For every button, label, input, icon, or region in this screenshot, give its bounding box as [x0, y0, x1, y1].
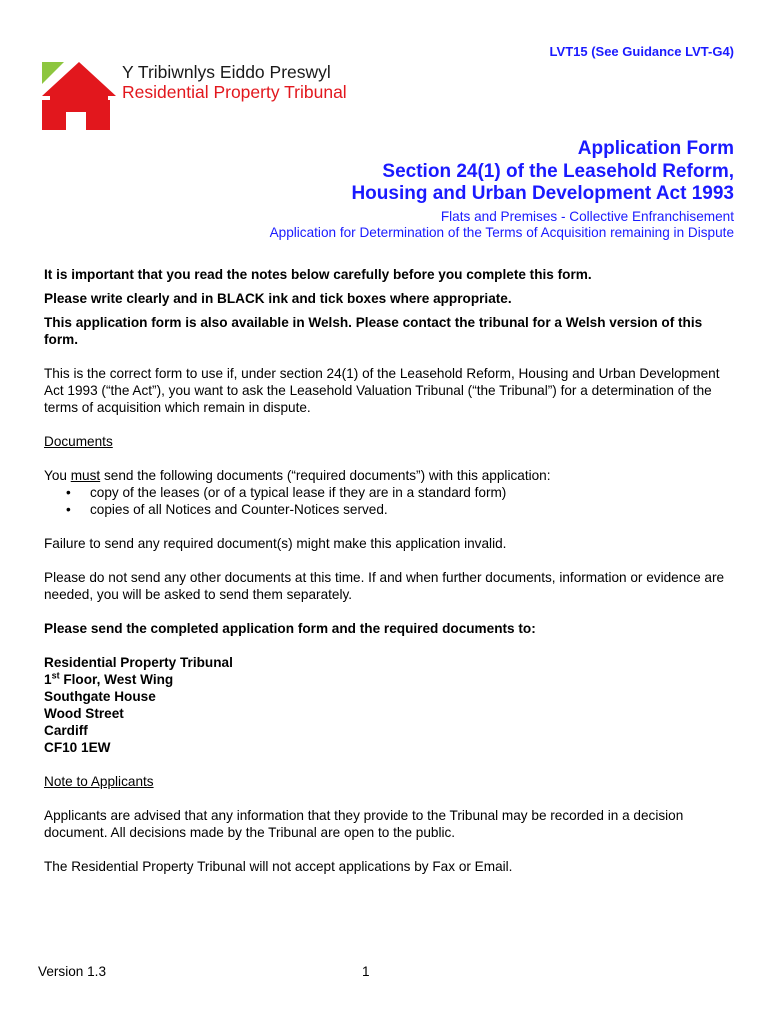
bullet-icon: •	[66, 485, 71, 500]
form-subtitle-scope: Flats and Premises - Collective Enfranchisement	[440, 208, 734, 224]
ink-note: Please write clearly and in BLACK ink and tick boxes where appropriate.	[44, 291, 512, 306]
bullet-icon: •	[66, 502, 71, 517]
address-city: Cardiff	[44, 723, 88, 738]
send-to-heading: Please send the completed application form and the required documents to:	[44, 621, 536, 636]
form-title: Application Form	[577, 138, 734, 159]
address-floor-number: 1	[44, 672, 52, 687]
invalid-warning: Failure to send any required document(s) might make this application invalid.	[44, 536, 507, 551]
address-floor	[44, 671, 738, 688]
applicants-heading: Note to Applicants	[44, 774, 154, 789]
documents-lead-prefix: You	[44, 468, 71, 483]
address-floor-rest: Floor, West Wing	[59, 672, 174, 687]
other-documents-note: Please do not send any other documents at this time. If and when further documents, information or evidence are needed, you will be asked to send them separately.	[44, 570, 725, 602]
tribunal-address	[44, 654, 738, 756]
form-title-act: Housing and Urban Development Act 1993	[351, 183, 734, 204]
list-item	[44, 501, 738, 518]
page-number: 1	[362, 964, 370, 979]
documents-lead	[44, 467, 738, 484]
form-title-section: Section 24(1) of the Leasehold Reform,	[382, 160, 734, 182]
welsh-note: This application form is also available in Welsh. Please contact the tribunal for a Welsh version of this form.	[44, 315, 703, 347]
form-body	[44, 266, 738, 875]
form-title-block	[270, 138, 734, 242]
public-record-note: Applicants are advised that any information that they provide to the Tribunal may be recorded in a decision document. All decisions made by the Tribunal are open to the public.	[44, 808, 684, 840]
tribunal-logo	[42, 60, 362, 132]
house-logo-icon	[42, 60, 116, 132]
logo-welsh-name: Y Tribiwnlys Eiddo Preswyl	[122, 62, 331, 82]
logo-english-name: Residential Property Tribunal	[122, 82, 347, 102]
form-reference: LVT15 (See Guidance LVT-G4)	[549, 44, 734, 59]
address-postcode: CF10 1EW	[44, 740, 111, 755]
address-street: Wood Street	[44, 706, 124, 721]
fax-email-note: The Residential Property Tribunal will not accept applications by Fax or Email.	[44, 859, 513, 874]
documents-lead-emphasis: must	[70, 468, 101, 483]
documents-heading: Documents	[44, 434, 113, 449]
important-note: It is important that you read the notes below carefully before you complete this form.	[44, 267, 592, 282]
version-label: Version 1.3	[38, 964, 107, 979]
intro-paragraph: This is the correct form to use if, under section 24(1) of the Leasehold Reform, Housing and Urban Development Act 1993 (“the Act”), you want to ask the Leasehold Valuation Tribunal (“the Tribunal”) for a determination of the terms of acquisition which remain in dispute.	[44, 366, 720, 415]
list-item-text: copies of all Notices and Counter-Notices served.	[90, 502, 388, 517]
list-item-text: copy of the leases (or of a typical lease if they are in a standard form)	[90, 485, 507, 500]
address-building: Southgate House	[44, 689, 156, 704]
required-documents-list	[44, 484, 738, 518]
list-item	[44, 484, 738, 501]
address-floor-suffix: st	[51, 670, 60, 681]
address-name: Residential Property Tribunal	[44, 655, 233, 670]
documents-lead-suffix: send the following documents (“required documents”) with this application:	[100, 468, 551, 483]
form-subtitle-purpose: Application for Determination of the Terms of Acquisition remaining in Dispute	[269, 225, 734, 240]
